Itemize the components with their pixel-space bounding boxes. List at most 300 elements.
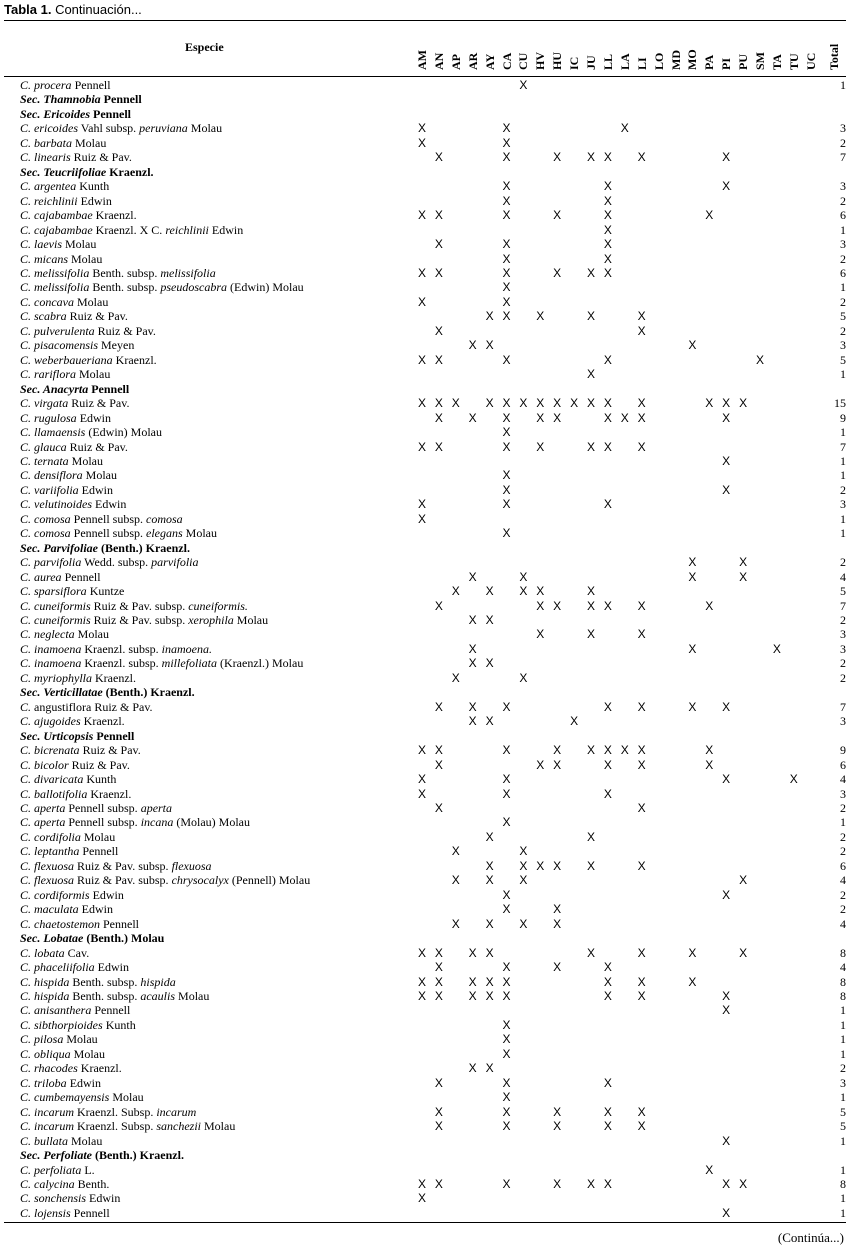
species-name	[20, 107, 131, 122]
table-row	[0, 758, 850, 773]
row-total: 4	[840, 569, 846, 584]
species-name-italic: C. incarum	[20, 1104, 74, 1119]
presence-mark: X	[586, 743, 595, 758]
row-total: 4	[840, 772, 846, 787]
presence-mark: X	[502, 482, 511, 497]
species-name-italic: C. rariflora	[20, 367, 77, 382]
presence-mark: X	[637, 323, 646, 338]
presence-mark: X	[434, 974, 443, 989]
presence-mark: X	[502, 887, 511, 902]
species-name	[20, 1134, 102, 1149]
species-name-italic: C. incarum	[20, 1119, 74, 1134]
species-name-italic: C. divaricata	[20, 772, 84, 787]
table-row	[0, 468, 850, 483]
caption-text: Continuación...	[51, 2, 142, 17]
row-total: 5	[840, 1119, 846, 1134]
table-row	[0, 497, 850, 512]
species-name-italic: C. anisanthera	[20, 1003, 92, 1018]
table-row	[0, 743, 850, 758]
row-total: 1	[840, 222, 846, 237]
row-total: 1	[840, 1046, 846, 1061]
presence-mark: X	[586, 367, 595, 382]
species-name-text: (Edwin) Molau	[85, 425, 162, 440]
header-rule	[4, 76, 846, 77]
table-row	[0, 280, 850, 295]
presence-mark: X	[519, 584, 528, 599]
row-total: 1	[840, 1205, 846, 1220]
table-row	[0, 353, 850, 368]
presence-mark: X	[705, 1162, 714, 1177]
presence-mark: X	[434, 743, 443, 758]
section-row	[0, 1148, 850, 1163]
header-especie: Especie	[185, 40, 224, 54]
species-name-italic: C. hispida	[20, 988, 70, 1003]
section-row	[0, 729, 850, 744]
species-name-text: Edwin	[208, 222, 244, 237]
presence-mark: X	[434, 237, 443, 252]
species-name-italic: C. procera	[20, 78, 72, 92]
species-name-italic: C. cuneiformis	[20, 598, 91, 613]
table-row	[0, 324, 850, 339]
presence-mark: X	[722, 1205, 731, 1220]
presence-mark: X	[502, 988, 511, 1003]
species-name-text: Kunth	[83, 772, 117, 787]
species-name-text: Kraenzl.	[106, 164, 154, 179]
species-name	[20, 280, 304, 295]
column-header-label: TU	[786, 53, 801, 70]
row-total: 3	[840, 338, 846, 353]
species-name-text: (Pennell) Molau	[228, 873, 311, 888]
species-name-text: Ruiz & Pav.	[68, 757, 130, 772]
presence-mark: X	[722, 1133, 731, 1148]
presence-mark: X	[451, 916, 460, 931]
row-total: 9	[840, 743, 846, 758]
species-name-text: angustiflora Ruiz & Pav.	[31, 699, 153, 714]
species-name-text: Kraenzl.	[92, 670, 136, 685]
presence-mark: X	[502, 902, 511, 917]
presence-mark: X	[620, 410, 629, 425]
presence-mark: X	[603, 193, 612, 208]
presence-mark: X	[485, 916, 494, 931]
presence-mark: X	[553, 208, 562, 223]
species-name	[20, 946, 89, 961]
table-row	[0, 902, 850, 917]
presence-mark: X	[485, 974, 494, 989]
presence-mark: X	[468, 974, 477, 989]
presence-mark: X	[586, 829, 595, 844]
presence-mark: X	[722, 453, 731, 468]
row-total: 2	[840, 887, 846, 902]
species-name	[20, 743, 141, 758]
section-row	[0, 92, 850, 107]
species-name-text: (Benth.) Kraenzl.	[102, 685, 195, 700]
species-name-text: Edwin	[78, 482, 114, 497]
species-name-italic: C. triloba	[20, 1075, 67, 1090]
species-name-text: Edwin	[86, 1191, 121, 1206]
table-row	[0, 526, 850, 541]
species-name-italic: hispida	[140, 974, 176, 989]
table-row	[0, 787, 850, 802]
species-name-text: Kuntze	[86, 584, 125, 599]
species-name-italic: Sec. Verticillatae	[20, 685, 103, 700]
row-total: 2	[840, 670, 846, 685]
presence-mark: X	[722, 179, 731, 194]
table-row	[0, 252, 850, 267]
species-name-italic: C. cordifolia	[20, 829, 81, 844]
row-total: 2	[840, 193, 846, 208]
species-name-italic: C. parvifolia	[20, 555, 82, 570]
species-name-text: Benth. subsp.	[69, 974, 141, 989]
column-header-label: MO	[685, 49, 700, 70]
presence-mark: X	[485, 396, 494, 411]
presence-mark: X	[553, 902, 562, 917]
species-name	[20, 78, 111, 93]
species-name	[20, 902, 113, 917]
presence-mark: X	[586, 309, 595, 324]
row-total: 3	[840, 714, 846, 729]
column-header-label: HV	[533, 52, 548, 70]
species-name	[20, 917, 139, 932]
species-name	[20, 1090, 144, 1105]
presence-mark: X	[468, 945, 477, 960]
presence-mark: X	[705, 757, 714, 772]
presence-mark: X	[637, 1104, 646, 1119]
species-name-italic: chrysocalyx	[171, 873, 229, 888]
presence-mark: X	[502, 468, 511, 483]
species-name	[20, 497, 126, 512]
presence-mark: X	[603, 237, 612, 252]
row-total: 3	[840, 497, 846, 512]
species-name-italic: pseudoscabra	[160, 280, 228, 295]
species-name-italic: C. aperta	[20, 815, 66, 830]
species-name-text: Kraenzl. X C.	[92, 222, 166, 237]
presence-mark: X	[434, 598, 443, 613]
species-name-italic: C. densiflora	[20, 468, 83, 483]
presence-mark: X	[536, 598, 545, 613]
table-row	[0, 844, 850, 859]
species-name-italic: aperta	[140, 801, 173, 815]
presence-mark: X	[739, 569, 748, 584]
row-total: 8	[840, 1176, 846, 1191]
row-total: 5	[840, 309, 846, 324]
row-total: 1	[840, 425, 846, 440]
presence-mark: X	[485, 656, 494, 671]
species-name-italic: C. pulverulenta	[20, 323, 95, 338]
species-name	[20, 179, 109, 194]
species-name	[20, 830, 115, 845]
row-total: 8	[840, 974, 846, 989]
species-name-text: Molau	[73, 294, 109, 309]
section-row	[0, 931, 850, 946]
row-total: 2	[840, 656, 846, 671]
species-name-text: Pennell	[93, 728, 135, 743]
presence-mark: X	[553, 150, 562, 165]
species-name-italic: C. ballotifolia	[20, 786, 88, 801]
table-row	[0, 627, 850, 642]
species-name	[20, 931, 164, 946]
presence-mark: X	[586, 598, 595, 613]
section-row	[0, 541, 850, 556]
presence-mark: X	[485, 613, 494, 628]
species-name-text: Kraenzl. subsp.	[81, 641, 162, 656]
row-total: 3	[840, 121, 846, 136]
presence-mark: X	[468, 988, 477, 1003]
species-name-text: Molau	[68, 251, 103, 266]
species-name-italic: peruviana	[139, 121, 188, 136]
table-row	[0, 570, 850, 585]
table-row	[0, 78, 850, 93]
presence-mark: X	[586, 627, 595, 642]
species-name-text: Molau	[175, 988, 210, 1003]
presence-mark: X	[603, 208, 612, 223]
species-name	[20, 815, 250, 830]
table-row	[0, 888, 850, 903]
row-total: 2	[840, 323, 846, 338]
presence-mark: X	[502, 150, 511, 165]
row-total: 3	[840, 179, 846, 194]
section-row	[0, 382, 850, 397]
species-name-text: Edwin	[76, 410, 112, 425]
row-total: 3	[840, 627, 846, 642]
table-row	[0, 1177, 850, 1192]
presence-mark: X	[688, 338, 697, 353]
presence-mark: X	[502, 1017, 511, 1032]
presence-mark: X	[603, 396, 612, 411]
species-name	[20, 1076, 101, 1091]
species-name	[20, 92, 142, 107]
row-total: 7	[840, 150, 846, 165]
species-name-italic: C. ericoides	[20, 121, 78, 136]
table-row	[0, 1032, 850, 1047]
presence-mark: X	[570, 396, 579, 411]
species-name-text: (Molau) Molau	[173, 815, 251, 830]
presence-mark: X	[536, 410, 545, 425]
row-total: 2	[840, 902, 846, 917]
presence-mark: X	[502, 786, 511, 801]
species-name	[20, 324, 156, 339]
presence-mark: X	[789, 772, 798, 787]
presence-mark: X	[637, 858, 646, 873]
species-name-text: Kraenzl. Subsp.	[74, 1104, 157, 1119]
column-header-label: AY	[482, 53, 497, 70]
species-name	[20, 1032, 98, 1047]
table-row	[0, 454, 850, 469]
species-name-text: Pennell	[91, 1003, 131, 1018]
presence-mark: X	[637, 743, 646, 758]
presence-mark: X	[603, 598, 612, 613]
presence-mark: X	[739, 396, 748, 411]
presence-mark: X	[553, 757, 562, 772]
presence-mark: X	[502, 208, 511, 223]
species-name	[20, 309, 128, 324]
presence-mark: X	[502, 294, 511, 309]
presence-mark: X	[434, 208, 443, 223]
presence-mark: X	[417, 497, 426, 512]
species-name-text: Edwin	[89, 887, 124, 902]
presence-mark: X	[620, 121, 629, 136]
presence-mark: X	[603, 497, 612, 512]
presence-mark: X	[434, 1119, 443, 1134]
species-name	[20, 642, 212, 657]
species-name-italic: Sec. Lobatae	[20, 931, 84, 946]
column-header-label: MD	[668, 50, 683, 70]
presence-mark: X	[417, 772, 426, 787]
species-name-text: Ruiz & Pav. subsp.	[74, 858, 172, 873]
species-name	[20, 237, 96, 252]
presence-mark: X	[451, 584, 460, 599]
table-row	[0, 613, 850, 628]
column-header-label: Total	[827, 43, 841, 70]
presence-mark: X	[553, 1119, 562, 1134]
species-name-text: Ruiz & Pav. subsp.	[90, 598, 189, 613]
table-row	[0, 946, 850, 961]
presence-mark: X	[502, 497, 511, 512]
presence-mark: X	[772, 641, 781, 656]
row-total: 6	[840, 265, 846, 280]
species-name-italic: C. cajabambae	[20, 222, 93, 237]
species-name-italic: C. cajabambae	[20, 208, 93, 223]
row-total: 3	[840, 786, 846, 801]
presence-mark: X	[603, 960, 612, 975]
presence-mark: X	[536, 757, 545, 772]
presence-mark: X	[417, 1191, 426, 1206]
presence-mark: X	[502, 280, 511, 295]
presence-mark: X	[637, 598, 646, 613]
row-total: 7	[840, 439, 846, 454]
species-name-text: Molau	[72, 135, 107, 150]
presence-mark: X	[586, 584, 595, 599]
presence-mark: X	[519, 844, 528, 859]
table-row	[0, 411, 850, 426]
species-name	[20, 526, 217, 541]
table-row	[0, 150, 850, 165]
presence-mark: X	[434, 265, 443, 280]
table-row	[0, 584, 850, 599]
presence-mark: X	[502, 251, 511, 266]
species-name-text: Molau	[182, 526, 218, 541]
species-name-italic: C. pilosa	[20, 1032, 64, 1047]
species-name	[20, 1047, 105, 1062]
species-name	[20, 440, 128, 455]
presence-mark: X	[637, 439, 646, 454]
species-name-italic: C. laevis	[20, 237, 62, 252]
species-name-italic: C. variifolia	[20, 482, 79, 497]
presence-mark: X	[603, 1075, 612, 1090]
species-name	[20, 656, 303, 671]
species-name-text: (Benth.) Kraenzl.	[97, 540, 190, 555]
species-name-italic: C. comosa	[20, 526, 71, 541]
species-name-italic: C. comosa	[20, 511, 71, 526]
presence-mark: X	[637, 988, 646, 1003]
row-total: 6	[840, 208, 846, 223]
species-name-italic: C. leptantha	[20, 844, 80, 859]
table-row	[0, 1206, 850, 1221]
row-total: 1	[840, 526, 846, 541]
presence-mark: X	[705, 743, 714, 758]
species-name	[20, 758, 130, 773]
presence-mark: X	[417, 121, 426, 136]
species-name	[20, 338, 134, 353]
species-name-italic: C. lojensis	[20, 1205, 71, 1220]
row-total: 2	[840, 555, 846, 570]
presence-mark: X	[502, 425, 511, 440]
species-name-text: Ruiz & Pav. subsp.	[74, 873, 172, 888]
presence-mark: X	[485, 858, 494, 873]
presence-mark: X	[519, 78, 528, 92]
species-name	[20, 266, 216, 281]
row-total: 2	[840, 1061, 846, 1076]
species-name-italic: Sec. Perfoliate	[20, 1148, 92, 1163]
table-row	[0, 960, 850, 975]
presence-mark: X	[502, 121, 511, 136]
table-row	[0, 309, 850, 324]
species-name-text: Molau	[62, 237, 97, 252]
species-name-italic: Sec. Ericoides	[20, 106, 90, 121]
row-total: 9	[840, 410, 846, 425]
presence-mark: X	[502, 135, 511, 150]
presence-mark: X	[603, 222, 612, 237]
species-name-italic: C. cuneiformis	[20, 613, 91, 628]
species-name-italic: C. linearis	[20, 150, 71, 165]
presence-mark: X	[586, 858, 595, 873]
presence-mark: X	[434, 150, 443, 165]
presence-mark: X	[603, 265, 612, 280]
table-row	[0, 338, 850, 353]
species-name	[20, 223, 243, 238]
species-name-italic: C. velutinoides	[20, 497, 92, 512]
section-row	[0, 107, 850, 122]
species-name-italic: C. rhacodes	[20, 1061, 78, 1076]
species-name-italic: C.	[20, 699, 32, 714]
presence-mark: X	[722, 1003, 731, 1018]
table-row	[0, 873, 850, 888]
species-name-text: Benth. subsp.	[89, 265, 161, 280]
table-row	[0, 237, 850, 252]
presence-mark: X	[603, 1104, 612, 1119]
presence-mark: X	[485, 309, 494, 324]
presence-mark: X	[502, 960, 511, 975]
row-total: 1	[840, 511, 846, 526]
species-name-text: Molau	[80, 829, 116, 844]
presence-mark: X	[434, 1176, 443, 1191]
column-header-label: AP	[448, 54, 463, 70]
column-header-label: LI	[634, 57, 649, 70]
presence-mark: X	[485, 714, 494, 729]
species-name-text: Kraenzl. Subsp.	[74, 1119, 157, 1134]
species-name-text: Molau	[82, 468, 118, 483]
species-name-text: Ruiz & Pav.	[66, 439, 128, 454]
species-name-text: Pennell	[100, 916, 139, 931]
species-name	[20, 396, 129, 411]
column-header-label: CU	[516, 52, 531, 70]
presence-mark: X	[417, 743, 426, 758]
row-total: 1	[840, 1090, 846, 1105]
species-name-italic: C. cumbemayensis	[20, 1090, 110, 1105]
presence-mark: X	[434, 410, 443, 425]
species-name	[20, 1105, 196, 1120]
row-total: 3	[840, 237, 846, 252]
species-name	[20, 801, 172, 816]
presence-mark: X	[637, 150, 646, 165]
species-name	[20, 353, 157, 368]
presence-mark: X	[586, 439, 595, 454]
presence-mark: X	[468, 656, 477, 671]
column-header-label: IC	[567, 56, 582, 70]
presence-mark: X	[502, 396, 511, 411]
species-name	[20, 700, 153, 715]
presence-mark: X	[553, 1176, 562, 1191]
presence-mark: X	[688, 699, 697, 714]
